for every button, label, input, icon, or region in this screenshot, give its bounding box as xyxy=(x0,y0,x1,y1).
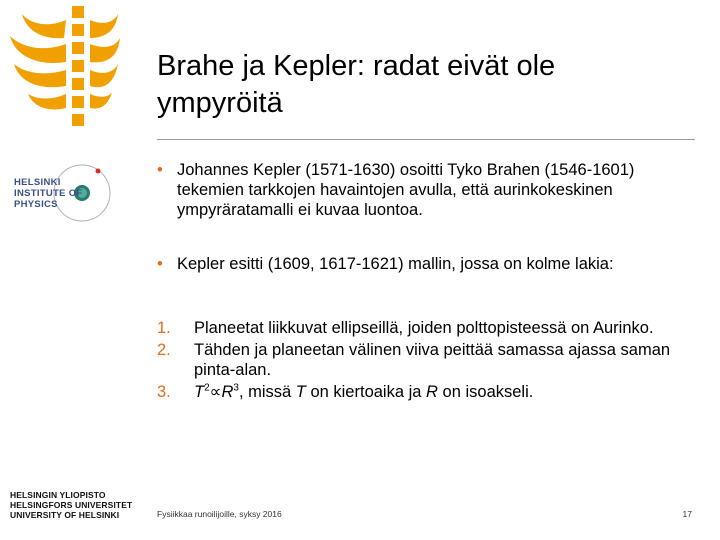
hip-line-3: PHYSICS xyxy=(14,199,58,210)
hip-line-2: INSTITUTE OF xyxy=(14,188,83,199)
law-text-part: on kiertoaika ja xyxy=(305,383,427,401)
law-item xyxy=(157,382,697,402)
law-text-part: on isoakseli. xyxy=(437,383,534,401)
law-text xyxy=(194,383,533,401)
slide-title-line-1: Brahe ja Kepler: radat eivät ole xyxy=(157,50,556,82)
axis-exponent: 3 xyxy=(233,382,239,394)
hip-logo xyxy=(10,155,130,225)
law-number: 1. xyxy=(157,319,171,337)
period-symbol-2: T xyxy=(295,383,306,401)
university-flame-logo xyxy=(8,0,120,140)
footer-course: Fysiikkaa runoilijoille, syksy 2016 xyxy=(157,509,282,519)
kepler-laws-list xyxy=(157,318,697,402)
bullet-item xyxy=(157,160,697,220)
axis-symbol: R xyxy=(221,383,234,401)
law-text: Planeetat liikkuvat ellipseillä, joiden polttopisteessä on Aurinko. xyxy=(194,319,654,337)
bullet-text: Kepler esitti (1609, 1617-1621) mallin, jossa on kolme lakia: xyxy=(177,255,614,273)
law-number: 2. xyxy=(157,341,171,359)
slide-title xyxy=(157,48,697,122)
bullet-marker: • xyxy=(157,161,163,179)
law-number: 3. xyxy=(157,383,171,401)
law-item xyxy=(157,318,697,338)
law-text: Tähden ja planeetan välinen viiva peittää samassa ajassa saman pinta-alan. xyxy=(194,341,671,379)
title-divider xyxy=(157,139,695,140)
slide-content xyxy=(157,160,697,404)
university-name-fi: HELSINGIN YLIOPISTO xyxy=(10,490,106,500)
period-exponent: 2 xyxy=(204,382,210,394)
bullet-text: Johannes Kepler (1571-1630) osoitti Tyko Brahen (1546-1601) tekemien tarkkojen havaintojen avulla, että aurinkokeskinen ympyräratamalli ei kuvaa luontoa. xyxy=(177,161,635,219)
period-symbol: T xyxy=(194,383,205,401)
bullet-marker: • xyxy=(157,255,163,273)
proportional-symbol: ∝ xyxy=(209,383,222,401)
bullet-item xyxy=(157,254,697,274)
university-name-sv: HELSINGFORS UNIVERSITET xyxy=(10,500,133,510)
university-name-en: UNIVERSITY OF HELSINKI xyxy=(10,510,120,520)
law-text-part: , missä xyxy=(238,383,296,401)
slide-title-line-2: ympyröitä xyxy=(157,87,283,119)
law-item xyxy=(157,340,697,380)
axis-symbol-2: R xyxy=(426,383,438,401)
page-number: 17 xyxy=(682,509,692,519)
university-name xyxy=(10,490,132,520)
hip-line-1: HELSINKI xyxy=(14,177,61,188)
